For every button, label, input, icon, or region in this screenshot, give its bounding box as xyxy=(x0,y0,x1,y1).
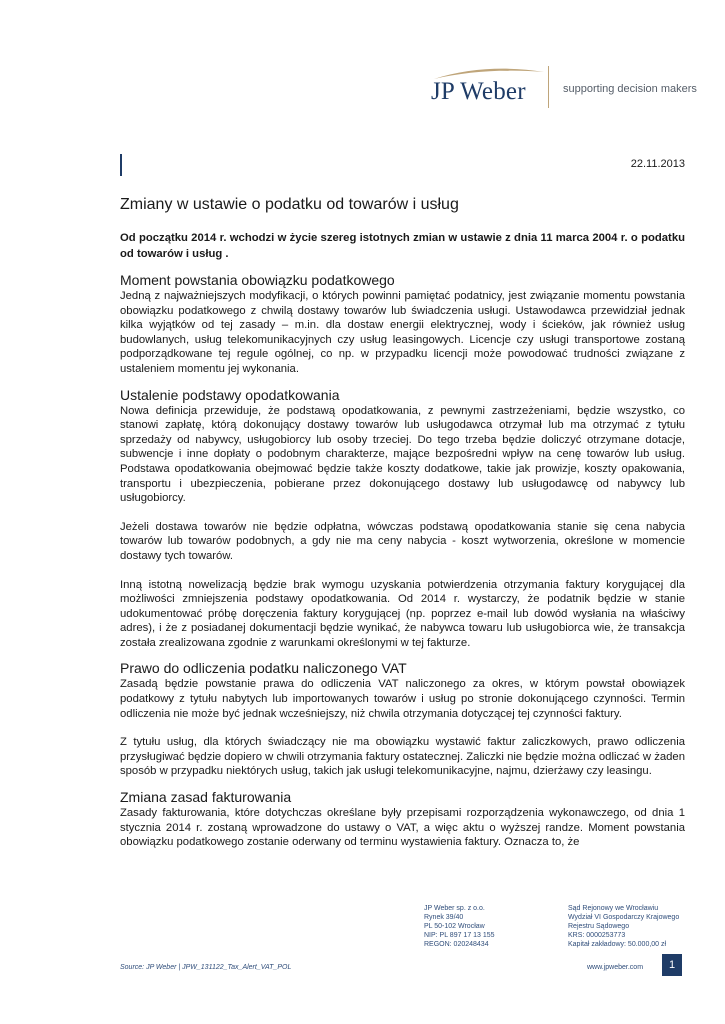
section-paragraph: Nowa definicja przewiduje, że podstawą opodatkowania, z pewnymi zastrzeżeniami, będzie wszystko, co stanowi zapłatę, którą dokonujący dostawy towarów lub usługodawca otrzymał lub ma otrzymać z tytułu sprzedaży od nabywcy, usługobiorcy lub osoby trzeciej. Do tego trzeba będzie doliczyć otrzymane dotacje, subwencje i inne dopłaty o podobnym charakterze, mające bezpośredni wpływ na cenę towarów lub usług. Podstawa opodatkowania obejmować będzie także koszty dodatkowe, takie jak prowizje, koszty opakowania, transportu i ubezpieczenia, pobierane przez dokonującego dostawy lub usługodawcę od nabywcy lub usługobiorcy. xyxy=(120,404,685,505)
section-heading: Ustalenie podstawy opodatkowania xyxy=(120,386,340,403)
section-heading: Zmiana zasad fakturowania xyxy=(120,789,292,806)
section-podstawa xyxy=(120,387,685,651)
footer-line: KRS: 0000253773 xyxy=(568,932,626,939)
margin-marker xyxy=(120,154,122,176)
section-paragraph: Jedną z najważniejszych modyfikacji, o których powinni pamiętać podatnicy, jest związanie momentu powstania obowiązku podatkowego z chwilą dostawy towarów lub świadczenia usługi. Ustawodawca przewidział jednak kilka wyjątków od tej zasady – m.in. dla dostaw energii elektrycznej, wody i ścieków, jak również usług budowlanych, usług telekomunikacyjnych czy usług leasingowych. Licencje czy usługi transportowe zostaną podporządkowane tej regule ogólnej, co np. w przypadku licencji może powodować trudności związane z ustaleniem momentu jej wykonania. xyxy=(120,290,685,375)
footer-line: JP Weber sp. z o.o. xyxy=(424,905,485,912)
section-odliczenie xyxy=(120,660,685,779)
footer-line: Kapitał zakładowy: 50.000,00 zł xyxy=(568,941,667,948)
section-fakturowanie xyxy=(120,789,685,850)
footer-website-link[interactable]: www.jpweber.com xyxy=(587,964,644,971)
section-moment xyxy=(120,272,685,377)
footer-line: Sąd Rejonowy we Wrocławiu xyxy=(568,905,659,912)
section-paragraph: Zasadą będzie powstanie prawa do odliczenia VAT naliczonego za okres, w którym powstał obowiązek podatkowy z tytułu nabytych lub importowanych towarów i usług po stronie dokonującego czynności. Termin odliczenia nie może być jednak wcześniejszy, niż chwila otrzymania dotyczącej tej czynności faktury. xyxy=(120,678,685,720)
section-paragraph: Inną istotną nowelizacją będzie brak wymogu uzyskania potwierdzenia otrzymania faktury korygującej dla możliwości zmniejszenia podstawy opodatkowania. Od 2014 r. wystarczy, że podatnik będzie w stanie udokumentować próbę doręczenia faktury korygującej (np. poprzez e-mail lub dowód wysłania na właściwy adres), i że z posiadanej dokumentacji będzie wynikać, że nabywca towaru lub usługobiorca wie, że transakcja została zrealizowana zgodnie z warunkami określonymi w tej fakturze. xyxy=(120,578,685,649)
footer-line: REGON: 020248434 xyxy=(424,941,489,948)
footer-line: Rejestru Sądowego xyxy=(568,923,630,930)
footer-source: Source: JP Weber | JPW_131122_Tax_Alert_VAT_POL xyxy=(120,964,292,971)
footer-line: PL 50-102 Wrocław xyxy=(424,923,485,930)
logo-brand-text: JP Weber xyxy=(431,78,526,105)
footer-line: Rynek 39/40 xyxy=(424,914,464,921)
logo-divider xyxy=(548,66,549,108)
document-body xyxy=(120,196,685,860)
section-paragraph: Z tytułu usług, dla których świadczący nie ma obowiązku wystawić faktur zaliczkowych, prawo odliczenia przysługiwać będzie dopiero w chwili otrzymania faktury ostatecznej. Zaliczki nie będzie można odliczać w żaden sposób w przypadku niektórych usług, takich jak usługi telekomunikacyjne, najmu, dzierżawy czy leasingu. xyxy=(120,736,685,778)
document-title: Zmiany w ustawie o podatku od towarów i usług xyxy=(120,196,459,213)
footer-line: Wydział VI Gospodarczy Krajowego xyxy=(568,914,680,921)
section-heading: Prawo do odliczenia podatku naliczonego VAT xyxy=(120,660,407,677)
company-logo xyxy=(428,66,698,110)
section-heading: Moment powstania obowiązku podatkowego xyxy=(120,272,395,288)
lead-paragraph: Od początku 2014 r. wchodzi w życie szereg istotnych zmian w ustawie z dnia 11 marca 2004 r. o podatku od towarów i usług . xyxy=(120,232,685,260)
document-date: 22.11.2013 xyxy=(630,158,685,170)
section-paragraph: Jeżeli dostawa towarów nie będzie odpłatna, wówczas podstawą opodatkowania stanie się cena nabycia towarów lub towarów podobnych, a gdy nie ma ceny nabycia - koszt wytworzenia, określone w momencie dostawy tych towarów. xyxy=(120,520,685,562)
footer-line: NIP: PL 897 17 13 155 xyxy=(424,932,495,939)
footer-court-info xyxy=(568,904,679,949)
page-number: 1 xyxy=(662,954,682,976)
footer-company-info xyxy=(424,904,495,949)
logo-tagline: supporting decision makers xyxy=(563,83,697,95)
section-paragraph: Zasady fakturowania, które dotychczas określane były przepisami rozporządzenia wykonawczego, od dnia 1 stycznia 2014 r. zostaną wprowadzone do ustawy o VAT, a więc aktu o wyższej randze. Moment powstania obowiązku podatkowego zostanie oderwany od terminu wystawienia faktury. Oznacza to, że xyxy=(120,807,685,849)
